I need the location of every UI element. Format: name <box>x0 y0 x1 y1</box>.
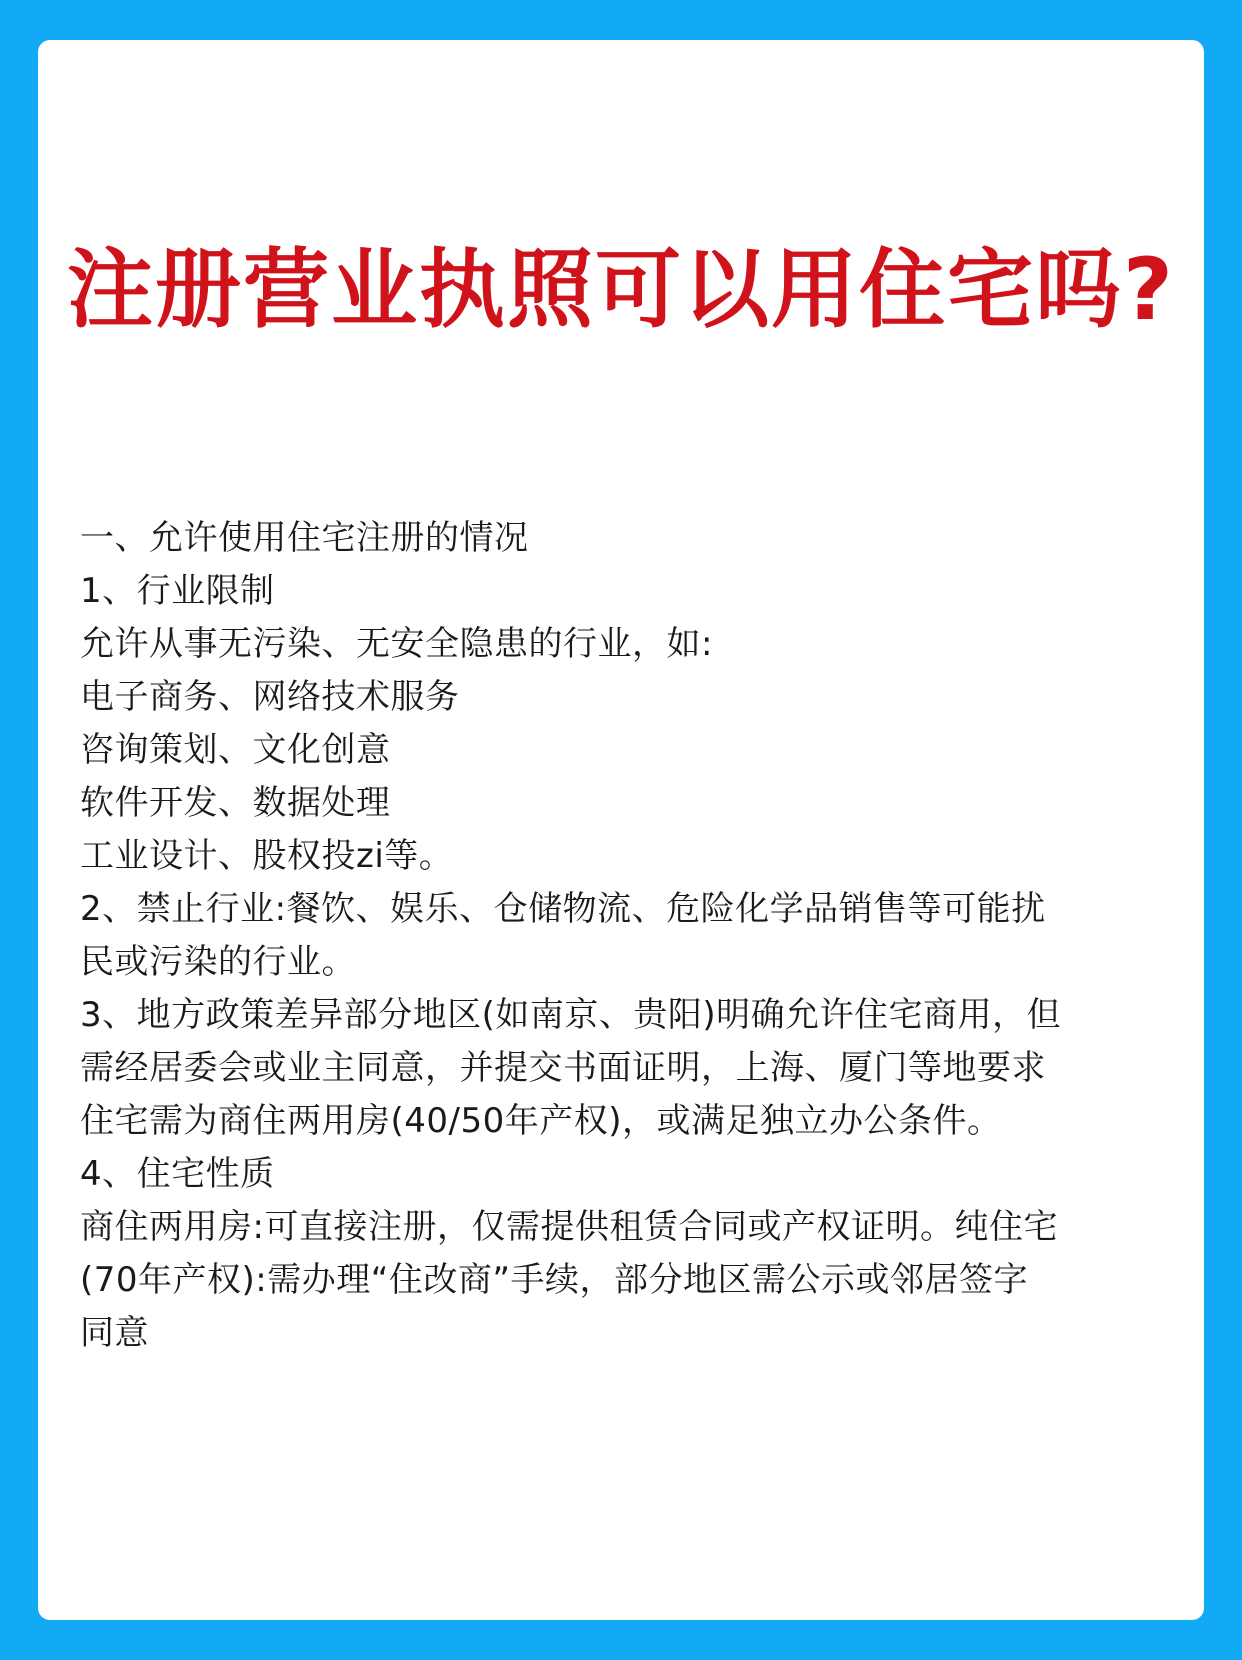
text-line: 住宅需为商住两用房(40/50年产权)，或满足独立办公条件。 <box>80 1101 1002 1141</box>
text-line: 2、禁止行业:餐饮、娱乐、仓储物流、危险化学品销售等可能扰 <box>80 889 1046 929</box>
text-line: 咨询策划、文化创意 <box>80 730 391 770</box>
page-title: 注册营业执照可以用住宅吗? <box>67 240 1175 340</box>
text-line: 3、地方政策差异部分地区(如南京、贵阳)明确允许住宅商用，但 <box>80 995 1062 1035</box>
text-line: 工业设计、股权投zi等。 <box>80 836 454 876</box>
text-line: 民或污染的行业。 <box>80 942 356 982</box>
text-line: 商住两用房:可直接注册，仅需提供租赁合同或产权证明。纯住宅 <box>80 1207 1058 1247</box>
text-line: (70年产权):需办理“住改商”手续，部分地区需公示或邻居签字 <box>80 1260 1028 1300</box>
body-text <box>80 512 1180 1360</box>
section-heading: 一、允许使用住宅注册的情况 <box>80 518 529 558</box>
item-heading: 4、住宅性质 <box>80 1154 275 1194</box>
text-line: 需经居委会或业主同意，并提交书面证明，上海、厦门等地要求 <box>80 1048 1046 1088</box>
text-line: 软件开发、数据处理 <box>80 783 391 823</box>
item-heading: 1、行业限制 <box>80 571 275 611</box>
text-line: 同意 <box>80 1313 149 1353</box>
text-line: 电子商务、网络技术服务 <box>80 677 460 717</box>
content-card <box>38 40 1204 1620</box>
text-line: 允许从事无污染、无安全隐患的行业，如: <box>80 624 713 664</box>
